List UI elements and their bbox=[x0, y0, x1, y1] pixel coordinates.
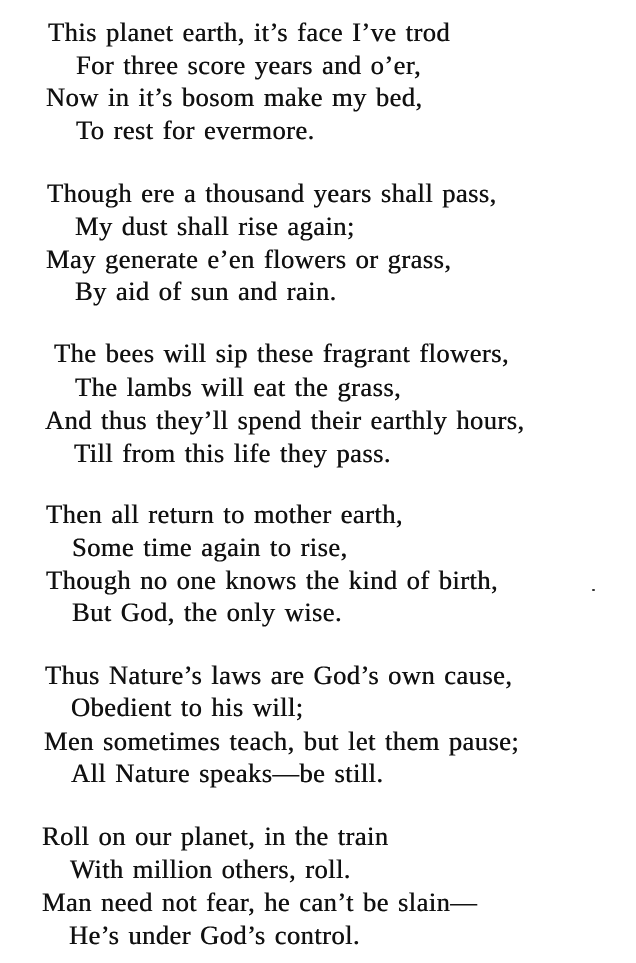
poem-line: By aid of sun and rain. bbox=[75, 276, 337, 306]
poem-line: Roll on our planet, in the train bbox=[42, 821, 389, 851]
poem-line: But God, the only wise. bbox=[72, 597, 343, 627]
poem-line: Though no one knows the kind of birth, bbox=[46, 565, 499, 595]
poem-line: May generate e’en flowers or grass, bbox=[46, 244, 452, 274]
poem-line: For three score years and o’er, bbox=[76, 50, 422, 80]
poem-line: All Nature speaks—be still. bbox=[71, 758, 384, 788]
poem-line: My dust shall rise again; bbox=[75, 211, 355, 241]
poem-line: Till from this life they pass. bbox=[74, 438, 391, 468]
poem-line: Now in it’s bosom make my bed, bbox=[46, 82, 423, 112]
poem-line: To rest for evermore. bbox=[76, 115, 315, 145]
poem-line: With million others, roll. bbox=[70, 854, 351, 884]
ink-speck bbox=[592, 589, 595, 591]
poem-line: This planet earth, it’s face I’ve trod bbox=[48, 17, 451, 47]
poem-line: Thus Nature’s laws are God’s own cause, bbox=[45, 660, 513, 690]
poem-line: Though ere a thousand years shall pass, bbox=[47, 178, 497, 208]
poem-line: The bees will sip these fragrant flowers, bbox=[54, 338, 510, 368]
poem-line: And thus they’ll spend their earthly hours, bbox=[45, 405, 525, 435]
poem-line: Some time again to rise, bbox=[72, 532, 348, 562]
poem-line: Obedient to his will; bbox=[71, 692, 304, 722]
poem-line: The lambs will eat the grass, bbox=[75, 372, 402, 402]
poem-line: Man need not fear, he can’t be slain— bbox=[42, 887, 478, 917]
poem-line: Then all return to mother earth, bbox=[46, 499, 403, 529]
poem-line: Men sometimes teach, but let them pause; bbox=[44, 726, 520, 756]
poem-line: He’s under God’s control. bbox=[69, 920, 361, 950]
